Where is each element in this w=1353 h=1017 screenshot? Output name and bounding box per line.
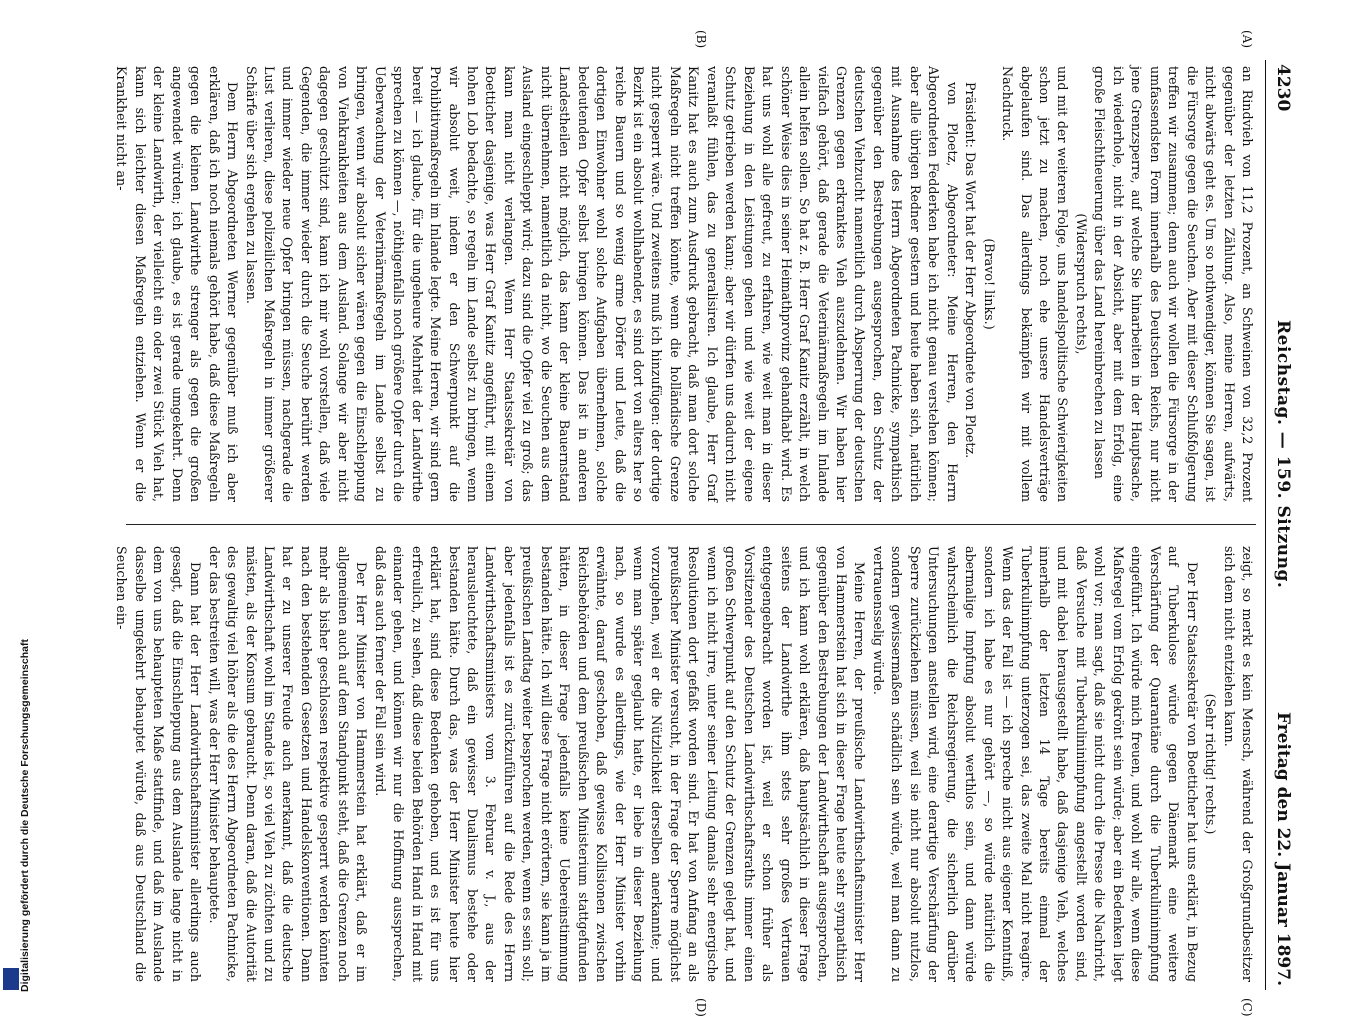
margin-mark-d: (D): [694, 998, 708, 1017]
right-column: [112, 546, 1256, 982]
speech-paragraph: Der Herr Minister von Hammerstein hat erklärt, daß er im allgemeinen auch auf dem Standpunkt steht, daß die Grenzen noch mehr als bisher geschlossen respektive gesperrt werden könnten nach den bestehenden Gesetzen und Handelskonventionen. Dann hat er zu unserer Freude auch anerkannt, daß die deutsche Landwirthschaft wohl im Stande ist, so viel Vieh zu züchten und zu mästen, als der Konsum gebraucht. Denn daran, daß die Autorität des gewaltig viel höher als die des Herrn Abgeordneten Pachnicke, der das bestreiten will, was der Herr Minister behauptete.: [206, 546, 370, 982]
interjection: (Sehr richtig! rechts.): [1203, 693, 1219, 835]
paragraph: und mit der weiteren Folge, uns handelspolitische Schwierigkeiten schon jetzt zu machen, noch ehe unsere Handelsverträge abgelaufen sind. Das allerdings bekämpfen wir mit vollem Nachdruck.: [1000, 66, 1071, 502]
interjection: (Widerspruch rechts),: [1073, 213, 1089, 355]
column-divider: [126, 524, 1256, 525]
document-page: [70, 30, 1300, 1017]
paragraph: zeigt, so merkt es kein Mensch, während der Großgrundbesitzer sich dem nicht entziehen kann.: [1221, 546, 1255, 982]
page-number: 4230: [1273, 64, 1293, 112]
speech-paragraph: Dem Herrn Abgeordneten Werner gegenüber muß ich aber erklären, daß ich noch niemals gehört habe, daß diese Maßregeln gegen die kleinen Landwirthe strenger als gegen die großen angewendet würden; ich glaube, es ist gerade umgekehrt. Denn der kleine Landwirth, der vielleicht ein oder zwei Stück Vieh hat, kann sich leichter diesen Maßregeln entziehen. Wenn er die Krankheit nicht an-: [114, 66, 241, 502]
speech-paragraph: Dann hat der Herr Landwirthschaftsminister allerdings auch gesagt, daß die Einschleppung aus dem Auslande lange nicht in dem von uns behaupteten Maße stattfinde, und daß im Auslande dasselbe umgekehrt behauptet würde, daß aus Deutschland die Seuchen ein-: [114, 546, 204, 982]
speech-paragraph: Meine Herren, der preußische Landwirthschaftsminister Herr von Hammerstein hat sich in dieser Frage heute sehr sympathisch gegenüber den Bestrebungen der Landwirthschaft ausgesprochen, und ich kann wohl erklären, daß hauptsächlich in dieser Frage seitens der Landwirthe ihm stets sehr großes Vertrauen entgegengebracht worden ist, weil er schon früher als Vorsitzender des Deutschen Landwirthschaftsraths immer einen großen Schwerpunkt auf den Schutz der Grenzen gelegt hat, und wenn ich nicht irre, unter seiner Leitung damals sehr energische Resolutionen dort gefaßt worden sind. Er hat von Anfang an als preußischer Minister versucht, in der Frage der Sperre möglichst vorzugehen, weil er die Nützlichkeit derselben anerkannte; und wenn man später geglaubt hatte, er liebe in dieser Beziehung nach, so wurde es allerdings, wie der Herr Minister vorhin erwähnte, darauf geschoben, daß gewisse Kollisionen zwischen Reichsbehörden und dem preußischen Ministerium stattgefunden hätten, in dieser Frage jedenfalls keine Uebereinstimmung bestanden hätte. Ich will diese Frage nicht erörtern, sie kann ja im preußischen Landtag weiter besprochen werden, wenn es sein soll; aber jedenfalls ist es zurückzuführen auf die Rede des Herrn Landwirthschaftsministers vom 3. Februar v. J., aus der herausleuchtete, daß ein gewisser Dualismus bestehe oder bestanden hätte. Durch das, was der Herr Minister heute hier erklärt hat, sind diese Bedenken gehoben, und es ist für uns erfreulich, zu sehen, daß diese beiden Behörden Hand in Hand mit einander gehen, und können wir nur die Hoffnung aussprechen, daß das auch ferner der Fall sein wird.: [372, 546, 868, 982]
digitization-sidebar: [0, 0, 31, 1000]
speaker-paragraph: Präsident: Das Wort hat der Herr Abgeordnete von Ploetz.: [963, 82, 979, 459]
left-column: [112, 66, 1256, 502]
interjection: (Bravo! links.): [981, 238, 997, 330]
funding-notice: Digitalisierung gefördert durch die Deutsche Forschungsgemeinschaft: [19, 639, 31, 992]
paragraph: an Rindvieh von 11,2 Prozent, an Schweinen von 32,2 Prozent gegenüber der letzten Zählung. Also, meine Herren, aufwärts, nicht abwärts geht es. Um so nothwendiger, können Sie sagen, ist die Fürsorge gegen die Seuchen. Aber mit dieser Schlußfolgerung treffen wir zusammen; denn auch wir wollen die Fürsorge in der umfassendsten Form innerhalb des Deutschen Reichs, nur nicht jene Grenzsperre, auf welche Sie hinarbeiten in der Hauptsache, ich wiederhole, nicht in der Absicht, aber mit dem Erfolg, eine große Fleischtheuerung über das Land hereinbrechen zu lassen: [1092, 66, 1255, 502]
dfg-logo: [3, 968, 19, 990]
session-title: Reichstag. — 159. Sitzung.: [1273, 320, 1293, 589]
margin-mark-c: (C): [1240, 998, 1254, 1017]
speech-paragraph: von Ploetz, Abgeordneter: Meine Herren, den Herrn Abgeordneten Fedderken habe ich nicht genau verstehen können; aber alle übrigen Redner gestern und heute haben sich, natürlich mit Ausnahme des Herrn Abgeordneten Pachnicke, sympathisch gegenüber den Bestrebungen ausgesprochen, den Schutz der deutschen Viehzucht namentlich durch Absperrung der deutschen Grenzen gegen erkranktes Vieh auszudehnen. Wir haben hier vielfach gehört, daß gerade die Veterinärmaßregeln im Inlande allein helfen sollen. So hat z. B. Herr Graf Kanitz erzählt, in welch schöner Weise dies in seiner Heimathprovinz gehandhabt wird. Es hat uns wohl alle gefreut, zu erfahren, wie weit man in dieser Beziehung in den Leistungen gehen und wie weit der eigene Schutz getrieben werden kann; aber wir dürfen uns dadurch nicht veranlaßt fühlen, das zu generalisiren. Ich glaube, Herr Graf Kanitz hat es auch zum Ausdruck gebracht, daß man dort solche Maßregeln nicht treffen könnte, wenn die holländische Grenze nicht gesperrt wäre. Und zweitens muß ich hinzufügen: der dortige Bezirk ist ein absolut wohlhabender, es sind dort von alters her so reiche Bauern und so wenig arme Dörfer und Leute, daß die dortigen Einwohner wohl solche Aufgaben übernehmen, solche bedeutenden Opfer selbst bringen können. Das ist in anderen Landestheilen nicht möglich, das kann der kleine Bauernstand nicht übernehmen, namentlich da nicht, wo die Seuchen aus dem Ausland eingeschleppt wird; dazu sind die Opfer viel zu groß; das kann man nicht verlangen. Wenn Herr Staatssekretär von Boetticher dasjenige, was Herr Graf Kanitz angeführt, mit einem hohen Lob bedachte, so regeln im Lande selbst zu bringen, wenn wir absolut weit, indem er den Schwerpunkt auf die Prohibitivmaßregeln im Inlande legte. Meine Herren, wir sind gern bereit — ich glaube, für die ungeheure Mehrheit der Landwirthe sprechen zu können —, nöthigenfalls noch größere Opfer durch die Ueberwachung der Veterinärmaßregeln im Lande selbst zu bringen, wenn wir absolut sicher wären gegen die Einschleppung von Viehkrankheiten aus dem Ausland. Solange wir aber nicht dagegen geschützt sind, kann ich mir wohl vorstellen, daß viele Gegenden, die immer wieder durch die Seuche berührt werden und immer wieder neue Opfer bringen müssen, nachgerade die Lust verlieren, diese polizeilichen Maßregeln in immer größerer Schärfe über sich ergehen zu lassen.: [243, 66, 960, 502]
margin-mark-a: (A): [1240, 30, 1254, 49]
margin-mark-b: (B): [694, 30, 708, 49]
session-date: Freitag den 22. Januar 1897.: [1273, 711, 1293, 986]
page-header: [1265, 60, 1300, 990]
speech-paragraph: Der Herr Staatssekretär von Boetticher hat uns erklärt, in Bezug auf Tuberkulose würde gegen Dänemark eine weitere Verschärfung der Quarantäne durch die Tuberkulininimpfung eingeführt. Ich würde mich freuen, und wohl wir alle, wenn diese Maßregel vom Erfolg gekrönt sein würde; aber ein Bedenken liegt wohl vor; man sagt, daß sie nicht durch die Presse die Nachricht, daß Versuche mit Tuberkulininimpfung angestellt worden sind, und mit dabei herausgestellt habe, daß dasjenige Vieh, welches innerhalb der letzten 14 Tage bereits einmal der Tuberkulinimpfung unterzogen sei, das zweite Mal nicht reagire. Wenn das der Fall ist — ich spreche nicht aus eigener Kenntniß, sondern ich habe es nur gehört —, so würde natürlich die abermalige Impfung absolut werthlos sein, und dann würde wahrscheinlich die Reichsregierung, die sicherlich darüber Untersuchungen anstellen wird, eine derartige Verschärfung der Sperre zurückziehen müssen, weil sie nicht nur absolut nutzlos, sondern gewissermaßen schädlich sein würde, weil man dann zu vertrauensselig würde.: [870, 546, 1200, 982]
